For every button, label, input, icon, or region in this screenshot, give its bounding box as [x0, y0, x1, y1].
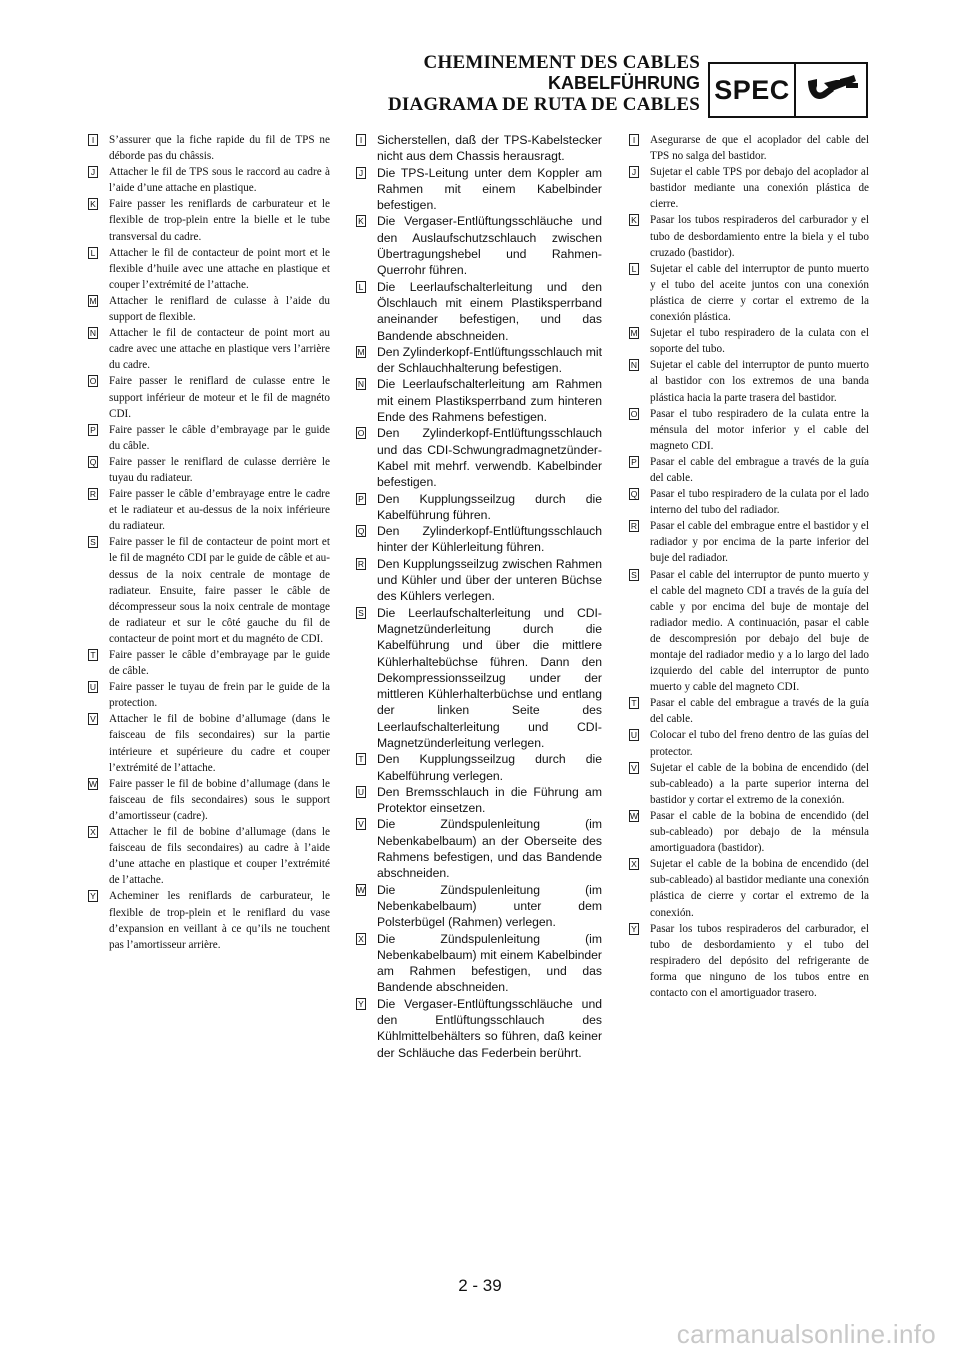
watermark: carmanualsonline.info [676, 1319, 936, 1349]
callout-marker: O [357, 428, 365, 439]
instruction-item [356, 279, 602, 344]
callout-marker: R [357, 558, 365, 569]
instruction-text: Die Vergaser-Entlüftungsschläuche und den Entlüftungsschlauch des Kühlmittelbehälters so führen, daß keiner der Schläuche das Federbein berührt. [377, 996, 602, 1060]
instruction-item [88, 132, 330, 164]
instruction-item [356, 751, 602, 784]
callout-marker: J [356, 167, 366, 179]
spec-section-badge [708, 62, 868, 118]
callout-marker: K [356, 215, 366, 227]
instruction-item [88, 164, 330, 196]
instruction-item [356, 882, 602, 931]
instruction-item [88, 711, 330, 775]
instruction-text: Die Leerlaufschalterleitung am Rahmen mit einem Plastiksperrband zum hinteren Ende des Rahmens befestigen. [377, 377, 602, 425]
instruction-item [88, 325, 330, 373]
callout-marker: X [88, 826, 98, 838]
callout-marker: W [89, 778, 98, 789]
callout-marker: T [356, 753, 366, 765]
callout-marker: L [88, 247, 98, 259]
instruction-item [356, 213, 602, 278]
instruction-text: Pasar los tubos respiraderos del carburador, el tubo de desbordamiento y el tubo del respiradero del depósito del refrigerante de forma que ninguno de los tubos entre en contacto con el amortiguador trasero. [650, 922, 869, 999]
callout-marker: U [89, 682, 97, 693]
callout-marker: J [88, 166, 98, 178]
instruction-text: Faire passer les reniflards de carburateur et le flexible de trop-plein entre la bielle et le tube transversal du cadre. [109, 198, 330, 243]
instruction-text: Pasar el tubo respiradero de la culata por el lado interno del tubo del radiador. [650, 488, 869, 517]
instruction-item [629, 164, 869, 212]
instruction-text: Pasar el cable del embrague entre el bastidor y el radiador y por encima de la parte inferior del buje del radiador. [650, 520, 869, 565]
instruction-item [356, 491, 602, 524]
callout-marker: Y [629, 923, 639, 935]
callout-marker: S [356, 607, 366, 619]
instruction-text: Sujetar el cable de la bobina de encendido (del sub-cableado) al bastidor mediante una conexión plástica de cierre y cortar el extremo de la conexión. [650, 858, 870, 919]
instruction-text: Die Leerlaufschalterleitung und CDI-Magnetzünderleitung durch die Kabelführung und über die mittlere Kühlerhaltebüchse führen. Dann den Dekompressionsseilzug under der mittleren Kühlerhalterbüchse und entlang der linken Seite des Leerlaufschalterleitung und CDI-Magnetzünderleitung verlegen. [377, 605, 602, 750]
instruction-item [88, 196, 330, 244]
callout-marker: X [356, 933, 366, 945]
callout-marker: V [356, 818, 366, 830]
instruction-item [629, 695, 869, 727]
instruction-text: Attacher le reniflard de culasse à l’aide du support de flexible. [109, 294, 330, 324]
callout-marker: P [629, 456, 639, 468]
french-instructions [88, 132, 330, 953]
instruction-text: Pasar el tubo respiradero de la culata entre la ménsula del motor inferior y el cable del magneto CDI. [650, 407, 869, 452]
wrench-icon-graphic [802, 73, 860, 107]
instruction-text: Den Kupplungsseilzug zwischen Rahmen und Kühler und über der unteren Büchse des Kühlers verlegen. [377, 556, 602, 604]
instruction-text: Die Leerlaufschalterleitung und den Ölschlauch mit einem Plastiksperrband aneinander befestigen, und das Bandende abschneiden. [377, 279, 602, 343]
callout-marker: I [356, 134, 366, 146]
instruction-item [629, 357, 869, 405]
callout-marker: R [89, 489, 97, 500]
instruction-text: Sujetar el cable del interruptor de punto muerto y el tubo del aceite juntos con una conexión plástica de cierre y cortar el extremo de la conexión plástica. [650, 262, 869, 324]
callout-marker: V [88, 713, 98, 725]
instruction-item [356, 344, 602, 377]
instruction-item [356, 784, 602, 817]
callout-marker: M [89, 295, 97, 306]
instruction-item [88, 647, 330, 679]
callout-marker: N [89, 328, 97, 339]
callout-marker: V [629, 762, 639, 774]
callout-marker: U [630, 730, 638, 741]
callout-marker: L [356, 281, 366, 293]
instruction-item [629, 856, 869, 920]
instruction-text: Faire passer le tuyau de frein par le guide de la protection. [109, 681, 330, 710]
callout-marker: K [629, 214, 639, 226]
instruction-item [629, 727, 869, 759]
instruction-item [356, 556, 602, 605]
callout-marker: M [630, 328, 638, 339]
instruction-text: Sicherstellen, daß der TPS-Kabelstecker nicht aus dem Chassis herausragt. [377, 133, 602, 164]
instruction-text: Die Vergaser-Entlüftungsschläuche und den Auslaufschutzschlauch zwischen Übertragungshebel und Rahmen-Querrohr führen. [377, 214, 602, 278]
instruction-item [88, 486, 330, 534]
instruction-item [88, 679, 330, 711]
callout-marker: W [357, 884, 366, 895]
instruction-text: Faire passer le fil de bobine d’allumage (dans le faisceau de fils secondaires) sous le support d’amortisseur (cadre). [109, 777, 330, 822]
instruction-text: Sujetar el cable del interruptor de punto muerto al bastidor con los extremos de una banda plástica hacia la parte trasera del bastidor. [650, 359, 869, 404]
instruction-text: Pasar los tubos respiraderos del carburador y el tubo de desbordamiento entre la biela y el tubo cruzado (bastidor). [650, 214, 869, 259]
instruction-item [356, 816, 602, 881]
instruction-item [356, 931, 602, 996]
instruction-item [629, 486, 869, 518]
instruction-item [629, 325, 869, 357]
instruction-text: Den Kupplungsseilzug durch die Kabelführung verlegen. [377, 752, 602, 783]
wrench-icon [796, 64, 866, 116]
instruction-text: Attacher le fil de contacteur de point mort au cadre avec une attache en plastique vers l’arrière du cadre. [109, 327, 330, 372]
callout-marker: T [629, 697, 639, 709]
instruction-text: Den Kupplungsseilzug durch die Kabelführung führen. [377, 491, 602, 522]
instruction-item [629, 132, 869, 164]
callout-marker: K [88, 198, 98, 210]
instruction-text: Colocar el tubo del freno dentro de las guías del protector. [650, 729, 869, 758]
callout-marker: U [357, 786, 365, 797]
callout-marker: P [356, 493, 366, 505]
instruction-text: Faire passer le reniflard de culasse derrière le tuyau du radiateur. [109, 455, 330, 484]
instruction-text: Sujetar el tubo respiradero de la culata con el soporte del tubo. [650, 327, 869, 356]
callout-marker: X [629, 858, 639, 870]
title-french: CHEMINEMENT DES CABLES [423, 52, 700, 73]
callout-marker: L [629, 263, 639, 275]
callout-marker: N [630, 360, 638, 371]
instruction-text: Attacher le fil de bobine d’allumage (dans le faisceau de fils secondaires) sur la partie intérieure et supérieure du cadre et couper l’extrémité de l’attache. [109, 713, 330, 774]
german-instructions [356, 132, 602, 1061]
instruction-text: Faire passer le fil de contacteur de point mort et le fil de magnéto CDI par le guide de câble et au-dessus de la noix centrale de montage de radiateur. Ensuite, faire passer le câble de décompresseur sous la noix centrale de montage de radiateur et sur le côté gauche du fil de contacteur de point mort et du magnéto de CDI. [109, 536, 330, 645]
instruction-text: Faire passer le câble d’embrayage par le guide de câble. [109, 649, 330, 678]
instruction-text: Die TPS-Leitung unter dem Koppler am Rahmen mit einem Kabelbinder befestigen. [377, 165, 602, 213]
instruction-text: Acheminer les reniflards de carburateur, le flexible de trop-plein et le reniflard du vase d’expansion en veillant à ce qu’ils ne touchent pas l’amortisseur arrière. [109, 890, 330, 951]
instruction-text: Attacher le fil de contacteur de point mort et le flexible d’huile avec une attache en plastique et couper l’extrémité de l’attache. [109, 246, 330, 291]
callout-marker: P [88, 424, 98, 436]
instruction-item [629, 518, 869, 566]
instruction-item [356, 165, 602, 214]
callout-marker: O [89, 376, 97, 387]
instruction-item [629, 921, 869, 1001]
callout-marker: R [630, 521, 638, 532]
instruction-text: Den Zylinderkopf-Entlüftungsschlauch mit der Schlauchhalterung befestigen. [377, 344, 602, 376]
callout-marker: Y [88, 890, 98, 902]
callout-marker: M [357, 346, 365, 357]
instruction-item [356, 425, 602, 490]
instruction-item [88, 888, 330, 952]
callout-marker: I [88, 134, 98, 146]
instruction-item [88, 245, 330, 293]
instruction-text: Pasar el cable del embrague a través de la guía del cable. [650, 697, 869, 726]
instruction-text: Den Bremsschlauch in die Führung am Protektor einsetzen. [377, 784, 602, 816]
instruction-item [356, 996, 602, 1061]
callout-marker: S [88, 536, 98, 548]
instruction-item [629, 406, 869, 454]
instruction-item [629, 567, 869, 696]
instruction-item [88, 534, 330, 647]
instruction-text: Die Zündspulenleitung (im Nebenkabelbaum) mit einem Kabelbinder am Rahmen befestigen, und das Bandende abschneiden. [377, 931, 602, 995]
instruction-item [629, 760, 869, 808]
instruction-text: Pasar el cable del interruptor de punto muerto y el cable del magneto CDI a través de la guía del cable y por encima del buje de montaje del radiador medio. A continuación, pasar el cable de descompresión por debajo del buje de montaje del radiador medio y a lo largo del lado izquierdo del cable del interruptor de punto muerto y cable del magneto CDI. [650, 568, 869, 694]
instruction-text: Faire passer le reniflard de culasse entre le support inférieur de moteur et le fil de magnéto CDI. [109, 375, 330, 420]
instruction-text: Den Zylinderkopf-Entlüftungsschlauch hinter der Kühlerleitung führen. [377, 524, 602, 555]
instruction-item [88, 454, 330, 486]
spec-label: SPEC [710, 64, 796, 116]
callout-marker: W [630, 810, 639, 821]
title-german: KABELFÜHRUNG [548, 73, 700, 93]
callout-marker: Q [89, 456, 97, 467]
instruction-item [629, 261, 869, 325]
instruction-text: Die Zündspulenleitung (im Nebenkabelbaum) an der Oberseite des Rahmens befestigen, und das Bandende abschneiden. [377, 817, 602, 881]
page-header [370, 52, 700, 115]
instruction-text: S’assurer que la fiche rapide du fil de TPS ne déborde pas du châssis. [109, 134, 330, 163]
instruction-item [88, 373, 330, 421]
spanish-instructions [629, 132, 869, 1001]
callout-marker: J [629, 166, 639, 178]
instruction-item [356, 605, 602, 752]
instruction-item [629, 808, 869, 856]
instruction-item [88, 776, 330, 824]
callout-marker: O [630, 408, 638, 419]
instruction-text: Sujetar el cable TPS por debajo del acoplador al bastidor mediante una conexión plástica de cierre. [650, 166, 869, 211]
instruction-text: Pasar el cable del embrague a través de la guía del cable. [650, 455, 869, 484]
instruction-item [356, 132, 602, 165]
instruction-item [88, 422, 330, 454]
instruction-text: Attacher le fil de TPS sous le raccord au cadre à l’aide d’une attache en plastique. [109, 166, 330, 195]
callout-marker: S [629, 569, 639, 581]
callout-marker: N [357, 379, 365, 390]
instruction-text: Pasar el cable de la bobina de encendido (del sub-cableado) por debajo de la ménsula amortiguadora (bastidor). [650, 809, 869, 855]
callout-marker: Q [630, 489, 638, 500]
instruction-text: Sujetar el cable de la bobina de encendido (del sub-cableado) a la parte superior interna del bastidor y cortar el extremo de la conexión. [650, 761, 869, 806]
instruction-text: Die Zündspulenleitung (im Nebenkabelbaum) unter dem Polsterbügel (Rahmen) verlegen. [377, 882, 602, 930]
page-number: 2 - 39 [458, 1276, 502, 1295]
instruction-text: Faire passer le câble d’embrayage entre le cadre et le radiateur et au-dessus de la noix inférieure du radiateur. [109, 488, 330, 533]
instruction-item [629, 212, 869, 260]
instruction-text: Attacher le fil de bobine d’allumage (dans le faisceau de fils secondaires) au cadre à l’aide d’une attache en plastique et couper l’extrémité de l’attache. [109, 826, 330, 887]
instruction-item [88, 293, 330, 325]
callout-marker: T [88, 649, 98, 661]
instruction-text: Asegurarse de que el acoplador del cable del TPS no salga del bastidor. [650, 134, 869, 163]
instruction-item [356, 376, 602, 425]
instruction-item [356, 523, 602, 556]
callout-marker: Y [356, 998, 366, 1010]
instruction-text: Den Zylinderkopf-Entlüftungsschlauch und das CDI-Schwungradmagnetzünder-Kabel mit mehrf. verwendb. Kabelbinder befestigen. [377, 426, 602, 490]
instruction-item [88, 824, 330, 888]
instruction-item [629, 454, 869, 486]
callout-marker: Q [357, 526, 365, 537]
title-spanish: DIAGRAMA DE RUTA DE CABLES [387, 94, 700, 115]
instruction-text: Faire passer le câble d’embrayage par le guide du câble. [109, 423, 330, 452]
callout-marker: I [629, 134, 639, 146]
